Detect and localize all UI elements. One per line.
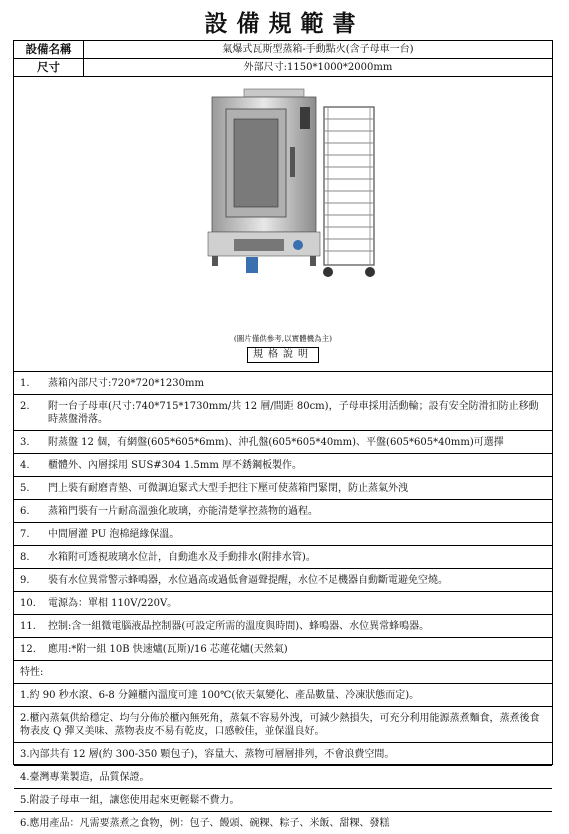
feature-item: 4.臺灣專業製造，品質保證。 — [14, 766, 552, 789]
spec-item: 1. 蒸箱內部尺寸:720*720*1230mm — [14, 372, 552, 395]
spec-list — [14, 372, 552, 834]
spec-item: 4. 櫃體外、內層採用 SUS#304 1.5mm 厚不銹鋼板製作。 — [14, 454, 552, 477]
steamer-cabinet-and-trolley-image — [206, 87, 378, 282]
image-disclaimer: (圖片僅供參考,以實體機為主) — [233, 334, 333, 343]
spec-item: 3. 附蒸盤 12 個，有網盤(605*605*6mm)、沖孔盤(605*605*40mm)、平盤(605*605*40mm)可選擇 — [14, 431, 552, 454]
spec-sheet — [13, 40, 553, 829]
dimension-row — [14, 59, 552, 77]
spec-item: 8. 水箱附可透視玻璃水位計，自動進水及手動排水(附排水管)。 — [14, 546, 552, 569]
feature-item: 3.內部共有 12 層(約 300-350 顆包子)，容量大、蒸物可層層排列，不會浪費空間。 — [14, 743, 552, 766]
equipment-name-label: 設備名稱 — [14, 41, 84, 58]
spec-section-heading: 規格說明 — [247, 347, 319, 363]
dimension-value: 外部尺寸:1150*1000*2000mm — [243, 62, 393, 73]
equipment-name-value: 氣爆式瓦斯型蒸箱-手動點火(含子母車一台) — [222, 44, 414, 55]
spec-item: 6. 蒸箱門裝有一片耐高溫強化玻璃，亦能清楚掌控蒸物的過程。 — [14, 500, 552, 523]
dimension-label: 尺寸 — [14, 59, 84, 76]
spec-item: 10. 電源為：單相 110V/220V。 — [14, 592, 552, 615]
feature-item: 2.櫃內蒸氣供給穩定、均勻分佈於櫃內無死角，蒸氣不容易外洩，可減少熱損失，可充分利用能源蒸煮麵食，蒸煮後食物表皮 Q 彈又美味、蒸物表皮不易有乾皮，口感較佳，並保溫良好。 — [14, 707, 552, 743]
feature-item: 6.應用產品：凡需要蒸煮之食物，例：包子、饅頭、碗粿、粽子、米飯、甜粿、發糕 — [20, 818, 390, 829]
spec-item: 12. 應用:*附一組 10B 快速爐(瓦斯)/16 芯蓮花爐(天然氣) — [14, 638, 552, 661]
spec-item: 11. 控制:含一組微電腦液晶控制器(可設定所需的溫度與時間)、蜂鳴器、水位異常蜂鳴器。 — [14, 615, 552, 638]
spec-item: 9. 裝有水位異常警示蜂鳴器，水位過高或過低會逼聲提醒，水位不足機器自動斷電避免空燒。 — [14, 569, 552, 592]
spec-item: 7. 中間層灌 PU 泡棉絕緣保溫。 — [14, 523, 552, 546]
document-title: 設備規範書 — [204, 10, 365, 37]
equipment-name-row — [14, 41, 552, 59]
product-image-area — [14, 77, 552, 372]
feature-item: 5.附設子母車一組，讓您使用起來更輕鬆不費力。 — [14, 789, 552, 812]
spec-item: 5. 門上裝有耐磨青墊、可微調迫緊式大型手把往下壓可使蒸箱門緊閉，防止蒸氣外洩 — [14, 477, 552, 500]
spec-item: 2. 附一台子母車(尺寸:740*715*1730mm/共 12 層/間距 80cm)，子母車採用活動輪；設有安全防滑扣防止移動時蒸盤滑落。 — [14, 395, 552, 431]
features-heading: 特性: — [14, 661, 552, 684]
feature-item: 1.約 90 秒水滾、6-8 分鐘櫃內溫度可達 100℃(依天氣變化、產品數量、冷凍狀態而定)。 — [14, 684, 552, 707]
